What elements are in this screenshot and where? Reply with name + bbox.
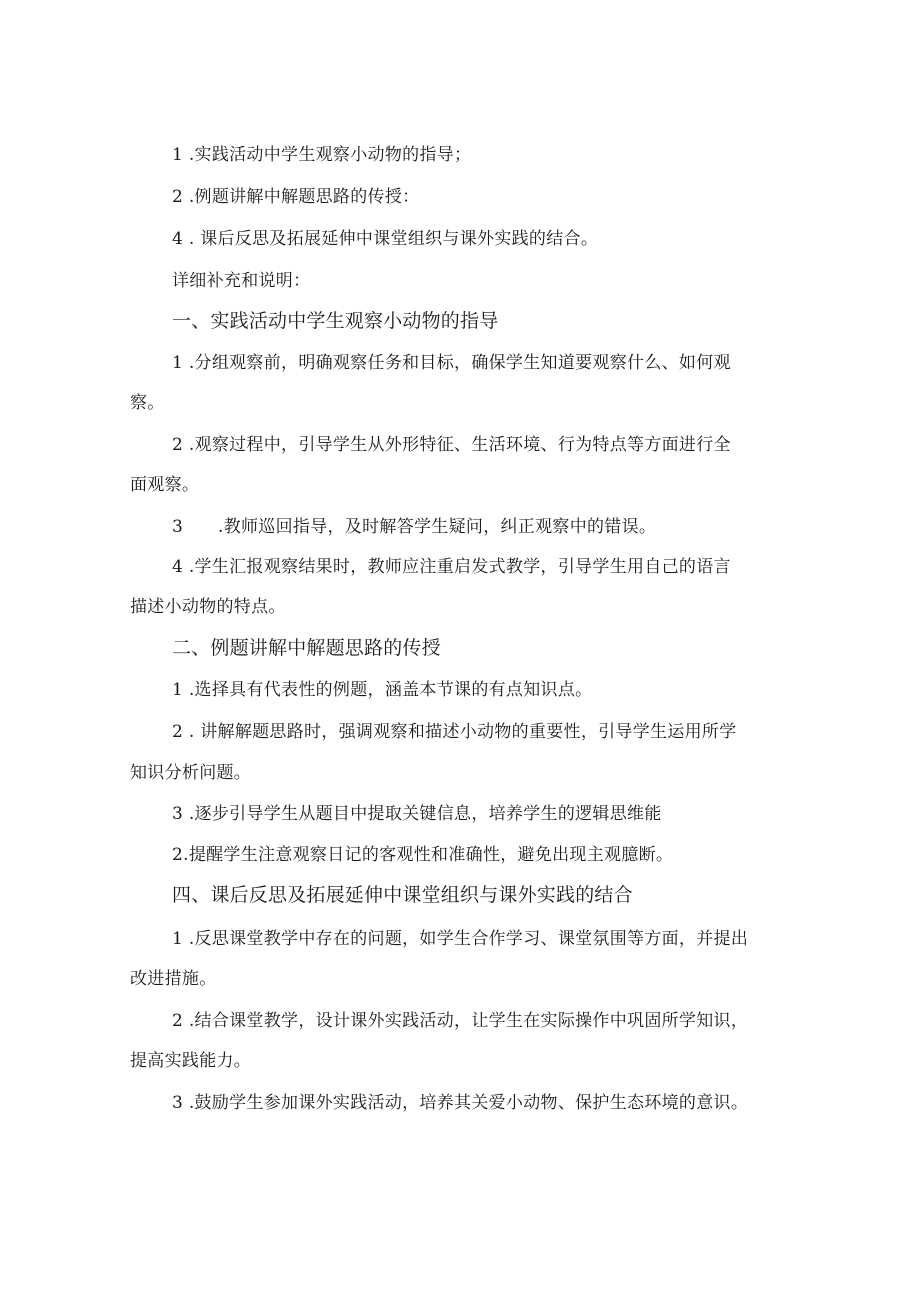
- section-4-heading: 四、课后反思及拓展延伸中课堂组织与课外实践的结合: [172, 884, 633, 906]
- section-2-item-3: 3 .逐步引导学生从题目中提取关键信息，培养学生的逻辑思维能: [172, 804, 662, 824]
- section-1-item-2-line-2: 面观察。: [130, 475, 200, 495]
- summary-item-2: 2 .例题讲解中解题思路的传授：: [172, 187, 420, 207]
- section-2-item-4: 2.提醒学生注意观察日记的客观性和准确性，避免出现主观臆断。: [172, 845, 674, 865]
- section-2-item-2-line-1: 2 . 讲解解题思路时，强调观察和描述小动物的重要性，引导学生运用所学: [172, 722, 737, 742]
- section-4-item-1-line-1: 1 .反思课堂教学中存在的问题，如学生合作学习、课堂氛围等方面，并提出: [172, 929, 749, 949]
- section-1-item-1-line-1: 1 .分组观察前，明确观察任务和目标，确保学生知道要观察什么、如何观: [172, 353, 731, 373]
- section-1-item-4-line-1: 4 .学生汇报观察结果时，教师应注重启发式教学，引导学生用自己的语言: [172, 557, 731, 577]
- section-1-item-4-line-2: 描述小动物的特点。: [130, 597, 286, 617]
- section-1-heading: 一、实践活动中学生观察小动物的指导: [172, 310, 499, 332]
- section-4-item-3: 3 .鼓励学生参加课外实践活动，培养其关爱小动物、保护生态环境的意识。: [172, 1093, 749, 1113]
- section-4-item-2-line-1: 2 .结合课堂教学，设计课外实践活动，让学生在实际操作中巩固所学知识，: [172, 1011, 749, 1031]
- summary-item-3: 4 . 课后反思及拓展延伸中课堂组织与课外实践的结合。: [172, 229, 599, 249]
- section-2-heading: 二、例题讲解中解题思路的传授: [172, 637, 441, 659]
- section-2-item-1: 1 .选择具有代表性的例题，涵盖本节课的有点知识点。: [172, 680, 593, 700]
- section-4-item-2-line-2: 提高实践能力。: [130, 1051, 252, 1071]
- section-1-item-3-number: 3: [172, 517, 184, 537]
- detail-intro: 详细补充和说明：: [172, 271, 311, 291]
- section-1-item-3-text: .教师巡回指导，及时解答学生疑问，纠正观察中的错误。: [218, 517, 657, 537]
- summary-item-1: 1 .实践活动中学生观察小动物的指导；: [172, 145, 472, 165]
- section-4-item-1-line-2: 改进措施。: [130, 969, 217, 989]
- section-1-item-1-line-2: 察。: [130, 393, 165, 413]
- section-2-item-2-line-2: 知识分析问题。: [130, 763, 252, 783]
- section-1-item-2-line-1: 2 .观察过程中，引导学生从外形特征、生活环境、行为特点等方面进行全: [172, 435, 731, 455]
